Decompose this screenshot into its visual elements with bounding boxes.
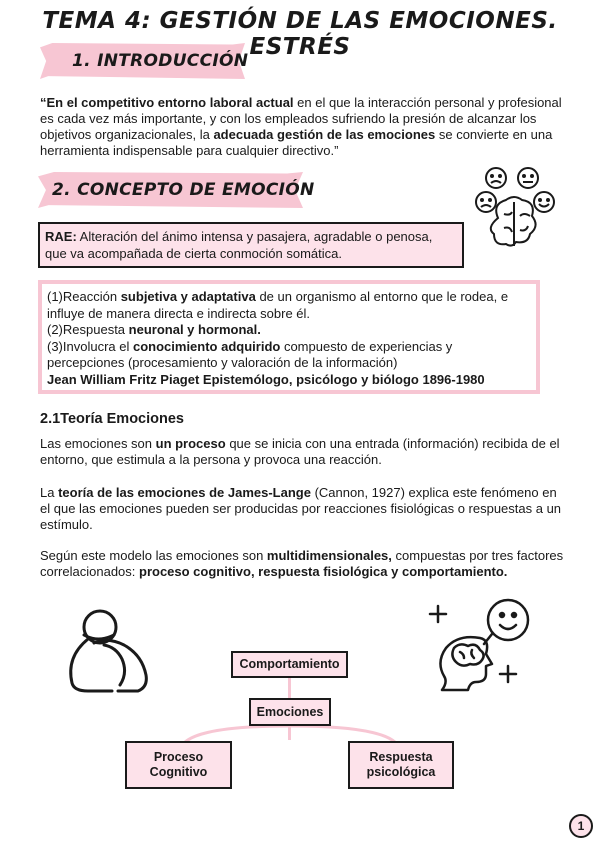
point3-pre: (3)Involucra el	[47, 338, 133, 354]
p2-pre: La	[40, 485, 59, 500]
definition-point-3	[47, 339, 531, 372]
definition-point-2	[47, 322, 531, 339]
point2-bold: neuronal y hormonal.	[128, 322, 261, 337]
point2-pre: (2)Respuesta	[47, 322, 129, 337]
box-comportamiento: Comportamiento	[231, 651, 348, 678]
theory-paragraph-2	[40, 485, 565, 533]
right-line-1: Respuesta	[369, 750, 433, 764]
emotions-brain-icon	[476, 166, 556, 251]
left-line-2: Cognitivo	[149, 765, 208, 779]
emotion-definition-box	[38, 280, 540, 394]
box-respuesta-psicologica	[348, 741, 454, 789]
page-number: 1	[569, 814, 593, 838]
definition-point-1	[47, 289, 531, 322]
box-proceso-cognitivo	[125, 741, 232, 789]
rae-text: Alteración del ánimo intensa y pasajera, agradable o penosa, que va acompañada de cierta conmoción somática.	[45, 229, 433, 261]
rae-definition-box	[38, 222, 464, 268]
theory-paragraph-1	[40, 436, 565, 468]
quote-open: “	[40, 95, 47, 110]
author-text: Jean William Fritz Piaget Epistemólogo, psicólogo y biólogo 1896-1980	[47, 371, 485, 387]
right-line-2: psicológica	[366, 765, 436, 779]
p3-mid: compuestas por tres factores correlacionados:	[40, 548, 564, 579]
p2-bold: teoría de las emociones de James-Lange	[58, 485, 311, 500]
connector-top-middle	[288, 677, 291, 699]
p3-bold-2: proceso cognitivo, respuesta fisiológica y comportamiento.	[139, 564, 508, 579]
page-title: TEMA 4: GESTIÓN DE LAS EMOCIONES. ESTRÉS	[42, 8, 558, 60]
point3-bold: conocimiento adquirido	[132, 338, 281, 354]
p3-pre: Según este modelo las emociones son	[40, 548, 267, 563]
section1-heading: 1. INTRODUCCIÓN	[72, 51, 249, 71]
quote-bold-1: En el competitivo entorno laboral actual	[46, 95, 294, 110]
p1-post: que se inicia con una entrada (información) recibida de el entorno, que estimula a la persona y provoca una reacción.	[40, 436, 560, 467]
p3-bold-1: multidimensionales,	[266, 548, 392, 563]
rae-label: RAE:	[45, 229, 77, 244]
theory-paragraph-3	[40, 548, 565, 580]
theory-heading: 2.1Teoría Emociones	[40, 411, 184, 427]
p1-bold: un proceso	[155, 436, 226, 451]
section2-heading: 2. CONCEPTO DE EMOCIÓN	[52, 180, 315, 200]
point1-post: de un organismo al entorno que le rodea, e influye de manera directa e indirecta sobre él.	[47, 289, 509, 321]
quote-text-1: en el que la interacción personal y profesional es cada vez más importante, y con los empleados sufriendo la presión de alcanzar los objetivos organizacionales, la	[40, 95, 562, 142]
mental-health-head-icon	[430, 598, 530, 698]
box-emociones: Emociones	[249, 698, 331, 726]
quote-bold-2: adecuada gestión de las emociones	[213, 127, 436, 142]
intro-quote	[40, 95, 565, 159]
point3-post: compuesto de experiencias y percepciones (procesamiento y valoración de la información)	[47, 338, 453, 370]
definition-author	[47, 372, 531, 389]
left-line-1: Proceso	[153, 750, 204, 764]
quote-text-2: se convierte en una herramienta indispensable para cualquier directivo.”	[40, 127, 553, 158]
point1-bold: subjetiva y adaptativa	[120, 289, 256, 304]
sad-person-icon	[60, 605, 170, 695]
point1-pre: (1)Reacción	[47, 289, 121, 304]
p2-post: (Cannon, 1927) explica este fenómeno en el que las emociones pueden ser producidas por reacciones fisiológicas o respuestas a un estímulo.	[40, 485, 562, 532]
p1-pre: Las emociones son	[40, 436, 156, 451]
